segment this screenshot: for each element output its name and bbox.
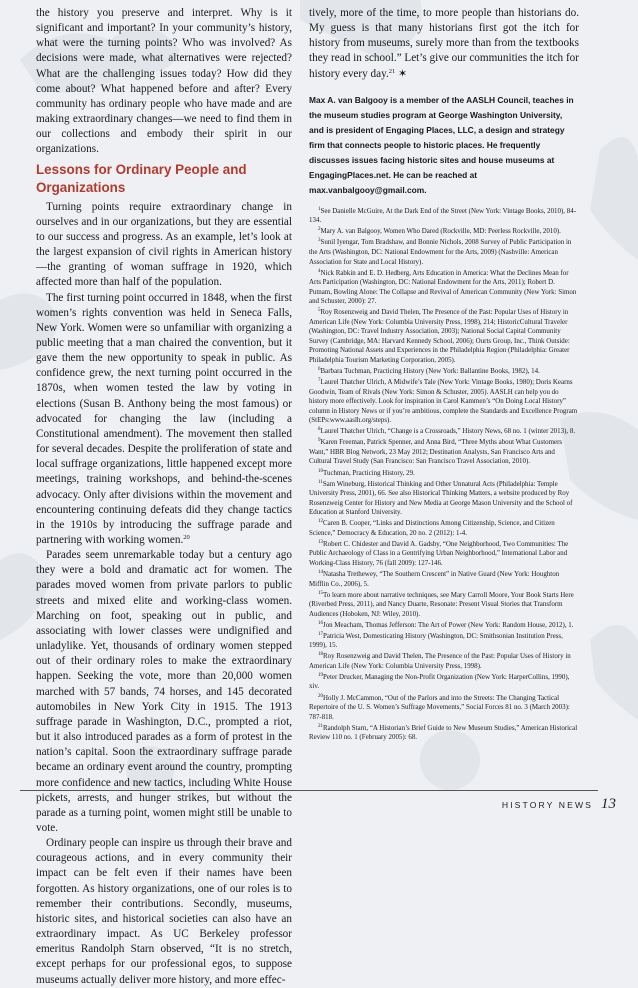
page-number: 13: [601, 796, 616, 812]
endnote-6: [309, 367, 579, 377]
endnote-text: Laurel Thatcher Ulrich, A Midwife’s Tale (New York: Vintage Books, 1980); Doris Kearns Goodwin, Team of Rivals (New York: Simon & Schuster, 2005). AASLH can help you do history more effectively. Look for inspiration in Carol Kammen’s “On Doing Local History” column in History News or if you’re ambitious, complete the Standards and Excellence Program (StEPs:www.aaslh.org/steps).: [309, 378, 578, 425]
endnote-text: Barbara Tuchman, Practicing History (New York: Ballantine Books, 1982), 14.: [320, 367, 540, 376]
paragraph-intro: the history you preserve and interpret. Why is it significant and important? In your community’s history, what were the turning points? Who was involved? As decisions were made, what alternatives were rejected? What are the challenging issues today? How did they come about? What happened before and after? Every community has ordinary people who have made and are making extraordinary changes—we need to find them in our collections and embody their spirit in our organizations.: [36, 7, 292, 156]
endnote-13: [309, 540, 579, 569]
endnote-number: 1: [318, 206, 321, 212]
endnote-14: [309, 570, 579, 589]
endnote-text: Mary A. van Balgooy, Women Who Dared (Rockville, MD: Peerless Rockville, 2010).: [320, 227, 561, 236]
endnote-20: [309, 694, 579, 723]
endnote-text: To learn more about narrative techniques, see Mary Carroll Moore, Your Book Starts Here (Riverbed Press, 2011), and Nancy Duarte, Resonate: Present Visual Stories that Transform Audiences (Hoboken, NJ: Wiley, 2010).: [309, 590, 574, 618]
paragraph-closing: [309, 6, 579, 82]
magazine-name: HISTORY NEWS: [501, 800, 593, 810]
endnote-text: Randolph Starn, “A Historian’s Brief Guide to New Museum Studies,” American Historical Review 110 no. 1 (February 2005): 68.: [309, 723, 578, 742]
endnote-number: 4: [318, 268, 321, 274]
endnote-text: Roy Rosenzweig and David Thelen, The Presence of the Past: Popular Uses of History in American Life (New York: Columbia University Press, 1998).: [309, 652, 571, 670]
endnote-number: 6: [318, 367, 321, 373]
endnote-17: [309, 632, 579, 651]
endnote-number: 19: [318, 672, 323, 678]
endnote-number: 12: [318, 519, 323, 525]
paragraph-text: The first turning point occurred in 1848, when the first women’s rights convention was held in Seneca Falls, New York. Women were so unfamiliar with organizing a public meeting that a man chaired the convention, but it gave them the new opportunity to speak in public. As confidence grew, the next turning point occurred in the 1870s, when women tested the law by voting in elections (Susan B. Anthony being the most famous) or advocated for changing the law (including a Constitutional amendment). The movement then stalled for several decades. Despite the proliferation of state and local suffrage organizations, little happened except more meetings, training workshops, and behind-the-scenes advocacy. Only after divisions within the movement and encountering continuing defeats did they change tactics in the 1910s by introducing the suffrage parade and partnering with working women.: [36, 291, 292, 546]
endnote-text: Peter Drucker, Managing the Non-Profit Organization (New York: HarperCollins, 1990), xiv.: [309, 672, 570, 691]
endnote-4: [309, 269, 579, 307]
endnotes: [309, 207, 579, 743]
footnote-ref-21[interactable]: 21: [388, 67, 396, 75]
footer-rule: [20, 790, 598, 791]
endnote-11: [309, 480, 579, 518]
endnote-15: [309, 591, 579, 620]
end-mark-icon: ✶: [398, 67, 408, 80]
author-bio: Max A. van Balgooy is a member of the AASLH Council, teaches in the museum studies program at George Washington University, and is president of Engaging Places, LLC, a design and strategy firm that connects people to historic places. He frequently discusses issues facing historic sites and house museums at EngagingPlaces.net. He can be reached at max.vanbalgooy@gmail.com.: [309, 94, 574, 195]
endnote-8: [309, 427, 579, 437]
endnote-number: 16: [318, 620, 323, 626]
endnote-text: Roy Rosenzweig and David Thelen, The Presence of the Past: Popular Uses of History in American Life (New York: Columbia University Press, 1998), 214; HistoricCultural Traveler (Washington, DC: Travel Industry Association, 2003); National Social Capital Community Survey (Cambridge, MA: Harvard Kennedy School, 2006); Ourts Group, Inc., Think Outside: Promoting National Assets and Experiences in the Philadelphia Region (Philadelphia: Greater Philadelphia Tourism Marketing Corporation, 2005).: [309, 308, 570, 364]
endnote-number: 17: [318, 631, 323, 637]
paragraph-first-turning-point: [36, 291, 292, 549]
endnote-number: 18: [318, 652, 323, 658]
footnote-ref-20[interactable]: 20: [183, 534, 190, 541]
endnote-2: [309, 227, 579, 237]
endnote-3: [309, 238, 579, 267]
endnote-text: Nick Rabkin and E. D. Hedberg, Arts Education in America: What the Declines Mean for Arts Participation (Washington, DC: National Endowment for the Arts, 2011); Robert D. Putnam, Bowling Alone: The Collapse and Revival of American Community (New York: Simon and Schuster, 2000): 27.: [309, 268, 577, 306]
endnote-text: Robert C. Chidester and David A. Gadsby, “One Neighborhood, Two Communities: The Public Archaeology of Class in a Gentrifying Urban Neighborhood,” International Labor and Working-Class History, 76 (fall 2009): 127-146.: [309, 539, 569, 567]
endnote-number: 20: [318, 693, 323, 699]
paragraph-ordinary-people: Ordinary people can inspire us through their brave and courageous actions, and in every community their impact can be felt even if their names have been forgotten. As history organizations, one of our roles is to remember their contributions. Secondly, museums, historic sites, and historical societies can also have an extraordinary impact. As UC Berkeley professor emeritus Randolph Starn observed, “It is no stretch, except perhaps for our professional egos, to suppose museums actually deliver more history, and more effec-: [36, 837, 292, 986]
endnote-text: Sam Wineburg, Historical Thinking and Other Unnatural Acts (Philadelphia: Temple University Press, 2001), 66. See also Historical Thinking Matters, a website produced by Roy Rosenzweig Center for History and New Media at George Mason University and the School of Education at Stanford University.: [309, 479, 573, 517]
endnote-21: [309, 724, 579, 743]
endnote-text: Holly J. McCammon, “Out of the Parlors and into the Streets: The Changing Tactical Repertoire of the U. S. Women’s Suffrage Movements,” Social Forces 81 no. 3 (March 2003): 787-818.: [309, 693, 570, 721]
endnote-number: 8: [318, 427, 321, 433]
endnote-text: Laurel Thatcher Ulrich, “Change is a Crossroads,” History News, 68 no. 1 (winter 2013), 8.: [320, 427, 576, 436]
endnote-number: 11: [318, 479, 323, 485]
endnote-text: Karen Freeman, Patrick Spenner, and Anna Bird, “Three Myths about What Customers Want,” HBR Blog Network, 23 May 2012; Destination Analysts, San Francisco Arts and Cultural Travel Study (San Francisco: San Francisco Travel Association, 2010).: [309, 438, 563, 466]
endnote-text: Tuchman, Practicing History, 29.: [323, 468, 415, 477]
endnote-number: 21: [318, 723, 323, 729]
endnote-text: Patricia West, Domesticating History (Washington, DC: Smithsonian Institution Press, 1999), 15.: [309, 631, 563, 650]
endnote-10: [309, 469, 579, 479]
endnote-text: Caren B. Cooper, “Links and Distinctions Among Citizenship, Science, and Citizen Science,” Democracy & Education, 20 no. 2 (2012): 1-4.: [309, 519, 555, 537]
endnote-number: 14: [318, 569, 323, 575]
section-heading: Lessons for Ordinary People and Organizations: [36, 161, 247, 195]
endnote-12: [309, 519, 579, 538]
endnote-number: 10: [318, 468, 323, 474]
endnote-number: 7: [318, 378, 321, 384]
endnote-text: See Danielle McGuire, At the Dark End of the Street (New York: Vintage Books, 2010), 84-134.: [309, 206, 577, 225]
endnote-text: Jon Meacham, Thomas Jefferson: The Art of Power (New York: Random House, 2012), 1.: [323, 620, 574, 629]
article-column-left: [36, 6, 292, 988]
endnote-number: 3: [318, 238, 321, 244]
endnote-18: [309, 652, 579, 671]
endnote-number: 15: [318, 590, 323, 596]
endnote-text: Sunil Iyengar, Tom Bradshaw, and Bonnie Nichols, 2008 Survey of Public Participation in the Arts (Washington, DC: National Endowment for the Arts, 2009) (Nashville: American Association for State and Local History).: [309, 238, 572, 266]
paragraph-parades: Parades seem unremarkable today but a century ago they were a bold and dramatic act for women. The parades moved women from private parlors to public streets and mixed elite and working-class women. Marching on foot, speaking out in public, and associating with lower classes were undignified and unladylike. Yet, thousands of ordinary women stepped out of their ordinary roles to make the extraordinary happen. Seeking the vote, more than 20,000 women marched with 57 bands, 74 horses, and 145 decorated automobiles in New York City in 1915. The 1913 suffrage parade in Washington, D.C., prompted a riot, but it also introduced parades as a form of protest in the nation’s capital. Soon the extraordinary suffrage parade became an ordinary event around the country, prompting more confidence and new tactics, including White House pickets, arrests, and hunger strikes, but without the parade as a turning point, women might still be unable to vote.: [36, 549, 292, 834]
endnote-19: [309, 673, 579, 692]
endnote-5: [309, 308, 579, 365]
endnote-text: Natasha Trethewey, “The Southern Crescent” in Native Guard (New York: Houghton Mifflin Co., 2006), 5.: [309, 569, 560, 588]
paragraph-turning-points: Turning points require extraordinary change in ourselves and in our organizations, but they are essential to our success and progress. As an example, let’s look at the largest expansion of civil rights in American history—the granting of woman suffrage in 1920, which affected more than half of the population.: [36, 200, 292, 289]
page-footer: [502, 796, 616, 813]
endnote-number: 13: [318, 539, 323, 545]
paragraph-text: tively, more of the time, to more people than historians do. My guess is that many historians first got the itch for history from museums, surely more than from the textbooks they read in school.” Let’s give our communities the itch for history every day.: [309, 7, 579, 80]
endnote-7: [309, 378, 579, 426]
endnote-16: [309, 621, 579, 631]
article-column-right: [309, 6, 579, 744]
endnote-9: [309, 438, 579, 467]
endnote-1: [309, 207, 579, 226]
endnote-number: 5: [318, 308, 321, 314]
endnote-number: 9: [318, 438, 321, 444]
endnote-number: 2: [318, 227, 321, 233]
